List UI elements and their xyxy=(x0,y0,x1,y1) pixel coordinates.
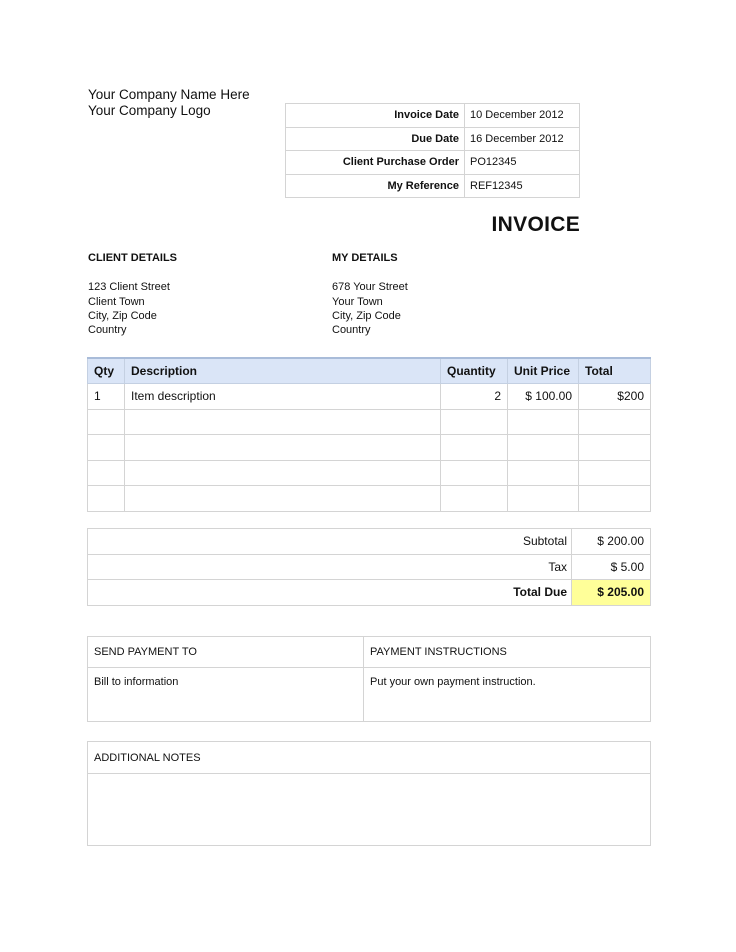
cell-description xyxy=(125,409,441,435)
cell-total xyxy=(579,460,651,486)
total-due-row xyxy=(88,580,651,606)
cell-quantity xyxy=(441,435,508,461)
meta-label: My Reference xyxy=(286,174,465,198)
meta-row xyxy=(286,104,580,128)
notes-header-row xyxy=(88,742,651,774)
table-row xyxy=(88,435,651,461)
cell-description xyxy=(125,460,441,486)
meta-label: Due Date xyxy=(286,127,465,151)
payment-instruction-text: Put your own payment instruction. xyxy=(364,668,651,722)
meta-value: REF12345 xyxy=(465,174,580,198)
notes-body-row xyxy=(88,774,651,846)
client-address-line: Client Town xyxy=(88,295,145,308)
meta-label: Client Purchase Order xyxy=(286,151,465,175)
cell-quantity xyxy=(441,460,508,486)
col-total-header: Total xyxy=(579,358,651,384)
my-address-line: Country xyxy=(332,324,371,337)
payment-table xyxy=(87,636,651,722)
my-details-heading: MY DETAILS xyxy=(332,252,398,264)
my-address-line: Your Town xyxy=(332,295,383,308)
line-items-header xyxy=(88,358,651,384)
cell-qty: 1 xyxy=(88,384,125,410)
company-block xyxy=(88,87,250,119)
meta-value: 10 December 2012 xyxy=(465,104,580,128)
table-row xyxy=(88,409,651,435)
client-details xyxy=(88,251,177,337)
cell-unit-price xyxy=(508,486,579,512)
meta-label: Invoice Date xyxy=(286,104,465,128)
tax-row xyxy=(88,554,651,580)
tax-label: Tax xyxy=(88,554,572,580)
my-address-line: 678 Your Street xyxy=(332,281,408,294)
cell-description xyxy=(125,486,441,512)
client-address-line: 123 Client Street xyxy=(88,281,170,294)
cell-quantity: 2 xyxy=(441,384,508,410)
payment-header-row xyxy=(88,637,651,668)
col-qty-header: Qty xyxy=(88,358,125,384)
cell-qty xyxy=(88,435,125,461)
cell-unit-price xyxy=(508,409,579,435)
client-details-heading: CLIENT DETAILS xyxy=(88,252,178,264)
bill-to-info: Bill to information xyxy=(88,668,364,722)
col-description-header: Description xyxy=(125,358,441,384)
cell-unit-price xyxy=(508,460,579,486)
table-row xyxy=(88,384,651,410)
cell-quantity xyxy=(441,486,508,512)
additional-notes-heading: ADDITIONAL NOTES xyxy=(88,742,651,774)
company-name: Your Company Name Here xyxy=(88,87,250,102)
additional-notes-table xyxy=(87,741,651,846)
subtotal-value: $ 200.00 xyxy=(572,529,651,555)
meta-row xyxy=(286,151,580,175)
cell-qty xyxy=(88,486,125,512)
meta-row xyxy=(286,127,580,151)
cell-description xyxy=(125,435,441,461)
line-items-table xyxy=(87,357,651,512)
cell-qty xyxy=(88,460,125,486)
table-row xyxy=(88,460,651,486)
subtotal-label: Subtotal xyxy=(88,529,572,555)
payment-body-row xyxy=(88,668,651,722)
payment-instructions-heading: PAYMENT INSTRUCTIONS xyxy=(364,637,651,668)
client-address-line: City, Zip Code xyxy=(88,309,157,322)
meta-row xyxy=(286,174,580,198)
cell-total xyxy=(579,486,651,512)
total-due-value: $ 205.00 xyxy=(572,580,651,606)
cell-total xyxy=(579,435,651,461)
meta-value: 16 December 2012 xyxy=(465,127,580,151)
cell-total xyxy=(579,409,651,435)
invoice-meta-table xyxy=(285,103,580,198)
cell-unit-price xyxy=(508,435,579,461)
cell-quantity xyxy=(441,409,508,435)
totals-table xyxy=(87,528,651,606)
cell-unit-price: $ 100.00 xyxy=(508,384,579,410)
tax-value: $ 5.00 xyxy=(572,554,651,580)
send-payment-heading: SEND PAYMENT TO xyxy=(88,637,364,668)
cell-description: Item description xyxy=(125,384,441,410)
my-address-line: City, Zip Code xyxy=(332,309,401,322)
cell-total: $200 xyxy=(579,384,651,410)
subtotal-row xyxy=(88,529,651,555)
client-address-line: Country xyxy=(88,324,127,337)
col-unit-price-header: Unit Price xyxy=(508,358,579,384)
invoice-title: INVOICE xyxy=(491,213,580,236)
table-row xyxy=(88,486,651,512)
company-logo: Your Company Logo xyxy=(88,103,211,118)
col-quantity-header: Quantity xyxy=(441,358,508,384)
my-details xyxy=(332,251,408,337)
total-due-label: Total Due xyxy=(88,580,572,606)
cell-qty xyxy=(88,409,125,435)
meta-value: PO12345 xyxy=(465,151,580,175)
additional-notes-body xyxy=(88,774,651,846)
